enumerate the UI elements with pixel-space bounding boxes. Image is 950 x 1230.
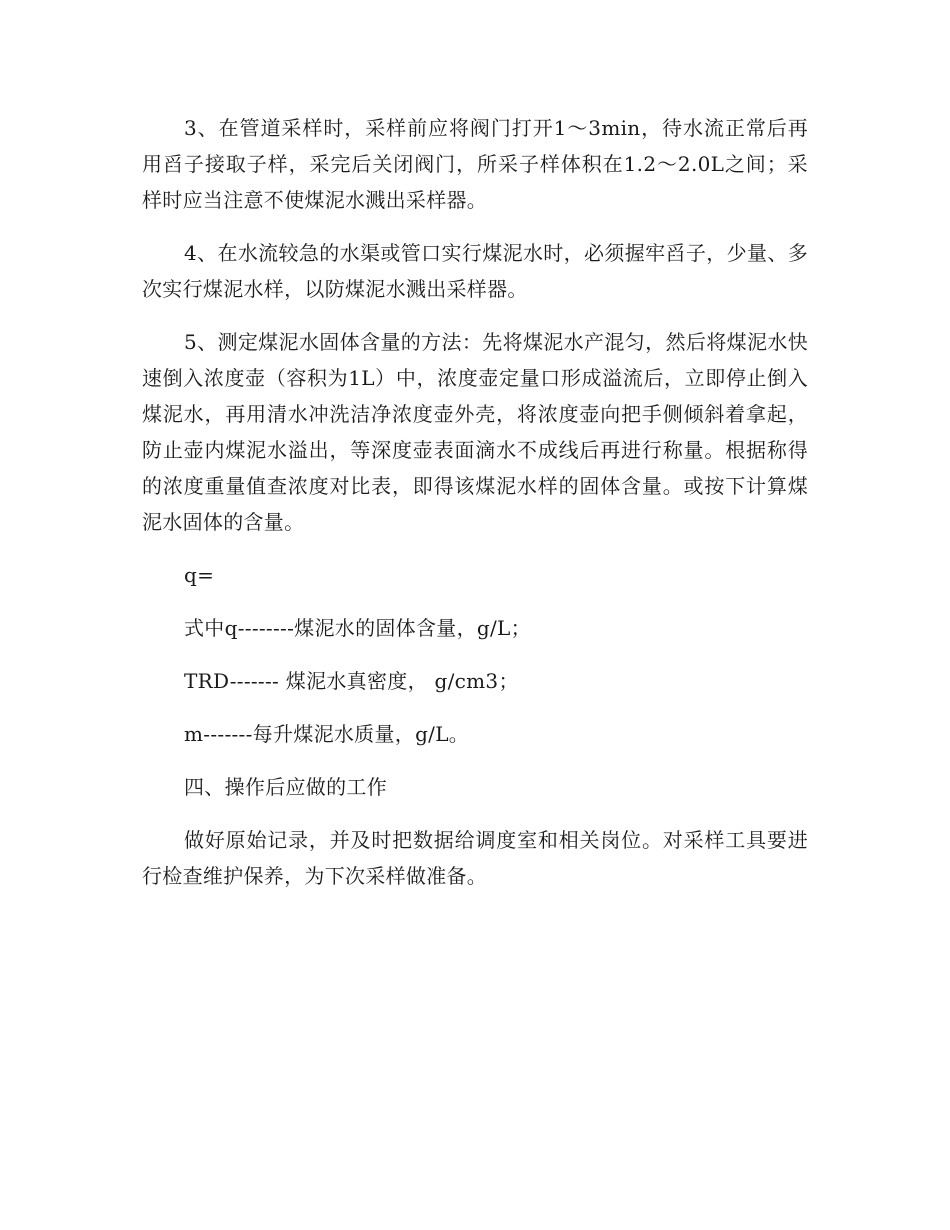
formula-definition-q: 式中q--------煤泥水的固体含量，g/L； [184,616,531,640]
paragraph-pipe-sampling: 3、在管道采样时，采样前应将阀门打开1～3min，待水流正常后再用舀子接取子样，采完后关闭阀门，所采子样体积在1.2～2.0L之间；采样时应当注意不使煤泥水溅出采样器。 [142,116,808,212]
formula-definition-trd: TRD------- 煤泥水真密度， g/cm3； [184,669,519,693]
formula-q: q= [184,563,215,587]
document-page [142,110,808,911]
paragraph-after-operation-work: 做好原始记录，并及时把数据给调度室和相关岗位。对采样工具要进行检查维护保养，为下次采样做准备。 [142,828,808,888]
formula-definition-m: m-------每升煤泥水质量，g/L。 [184,722,470,746]
paragraph-fast-flow-sampling: 4、在水流较急的水渠或管口实行煤泥水时，必须握牢舀子，少量、多次实行煤泥水样，以防煤泥水溅出采样器。 [142,241,808,301]
paragraph-solid-content-method: 5、测定煤泥水固体含量的方法：先将煤泥水产混匀，然后将煤泥水快速倒入浓度壶（容积为1L）中，浓度壶定量口形成溢流后，立即停止倒入煤泥水，再用清水冲洗洁净浓度壶外壳，将浓度壶向把手侧倾斜着拿起，防止壶内煤泥水溢出，等深度壶表面滴水不成线后再进行称量。根据称得的浓度重量值查浓度对比表，即得该煤泥水样的固体含量。或按下计算煤泥水固体的含量。 [142,330,808,534]
section-heading-after-operation: 四、操作后应做的工作 [184,775,387,799]
